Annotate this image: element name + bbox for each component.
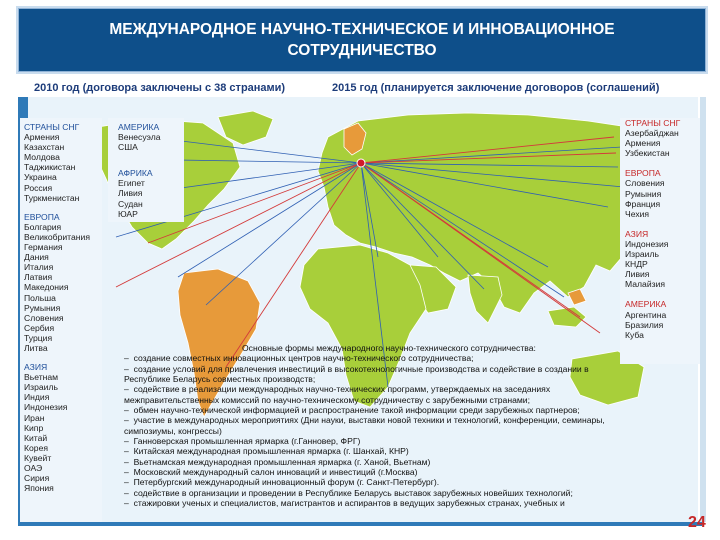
forms-line: – стажировки ученых и специалистов, магистрантов и аспирантов в ведущих зарубежных странах, учебных и [124,498,565,509]
right-item: Индонезия [625,238,669,249]
left-item: Литва [24,342,48,353]
bottom-frame-bar [18,522,702,526]
right-heading-asia: АЗИЯ [625,228,649,239]
right-item: Франция [625,198,661,209]
left-item: Индонезия [24,402,68,413]
title-line-1: МЕЖДУНАРОДНОЕ НАУЧНО-ТЕХНИЧЕСКОЕ И ИННОВАЦИОННОЕ [109,21,615,38]
right-item: Израиль [625,249,659,260]
left-item: Украина [24,172,57,183]
left-item: Молдова [24,152,60,163]
right-item: Бразилия [625,319,664,330]
left-item: Россия [24,182,53,193]
forms-line: – Ганноверская промышленная ярмарка (г.Ганновер, ФРГ) [124,436,361,447]
left-item: Иран [24,412,45,423]
forms-line: – создание совместных инновационных центров научно-технического сотрудничества; [124,353,474,364]
left-item: Таджикистан [24,162,76,173]
left-item: Польша [24,292,56,303]
left-heading-asia: АЗИЯ [24,362,48,373]
mid-item: Венесуэла [118,132,161,143]
forms-line: межправительственных комиссий по научно-техническому сотрудничеству с зарубежными странами; [124,394,530,405]
forms-line: – обмен научно-технической информацией и распространение такой информации среди зарубежных партнеров; [124,405,580,416]
right-item: Азербайджан [625,128,679,139]
right-heading-europe: ЕВРОПА [625,168,661,179]
title-line-2: СОТРУДНИЧЕСТВО [287,42,437,59]
mid-heading-africa: АФРИКА [118,168,153,179]
right-item: Армения [625,138,661,149]
right-item: Узбекистан [625,148,670,159]
forms-line: – Вьетнамская международная промышленная ярмарка (г. Ханой, Вьетнам) [124,456,431,467]
left-item: Италия [24,262,54,273]
left-item: Израиль [24,382,58,393]
left-item: Корея [24,442,48,453]
right-item: Малайзия [625,279,666,290]
cooperation-forms-text [124,343,672,509]
left-item: Япония [24,483,54,494]
left-item: Дания [24,252,49,263]
left-item: Македония [24,282,69,293]
left-item: Турция [24,332,53,343]
right-frame-bar [700,97,706,522]
left-item: Латвия [24,272,53,283]
left-item: Туркменистан [24,192,80,203]
left-heading-cis: СТРАНЫ СНГ [24,122,80,132]
right-item: Чехия [625,208,650,219]
right-item: КНДР [625,259,648,270]
forms-line: – Петербургский международный инновационный форум (г. Санкт-Петербург). [124,477,440,488]
left-item: Великобритания [24,231,90,242]
right-item: Куба [625,329,644,340]
left-item: Германия [24,242,63,253]
forms-line: – Китайская международная промышленная ярмарка (г. Шанхай, КНР) [124,446,409,457]
right-heading-america: АМЕРИКА [625,299,667,310]
left-item: Казахстан [24,142,65,153]
left-item: Армения [24,132,60,143]
left-item: Болгария [24,221,62,232]
right-heading-cis: СТРАНЫ СНГ [625,118,681,128]
right-item: Ливия [625,269,650,280]
left-item: Румыния [24,302,61,313]
subtitle-2015: 2015 год (планируется заключение договоров (соглашений) [332,82,660,94]
mid-item: Египет [118,178,145,189]
forms-line: – содействие в организации и проведении в Республике Беларусь выставок зарубежных новейших технологий; [124,487,573,498]
forms-line: – Московский международный салон инноваций и инвестиций (г.Москва) [124,467,418,478]
list-2015-right [625,118,680,340]
forms-line: – создание условий для привлечения инвестиций в высокотехнологичные производства и содействие в создании в [124,363,589,374]
left-item: Сербия [24,322,55,333]
page-number: 24 [688,514,706,531]
left-item: Кувейт [24,452,52,463]
right-item: Румыния [625,188,662,199]
subtitle-2010: 2010 год (договора заключены с 38 странами) [34,82,286,94]
right-item: Аргентина [625,309,667,320]
list-2010-left [24,122,90,493]
left-heading-europe: ЕВРОПА [24,211,60,222]
right-item: Словения [625,178,665,189]
mid-heading-america: АМЕРИКА [118,122,160,132]
forms-title: Основные формы международного научно-технического сотрудничества: [242,343,536,353]
mid-item: ЮАР [118,208,138,219]
left-item: ОАЭ [24,463,43,473]
mid-item: Судан [118,198,143,209]
list-2010-middle [118,122,161,219]
forms-line: симпозиумы, конгрессы) [124,425,222,436]
forms-line: Республике Беларусь совместных производств; [124,374,316,385]
left-item: Кипр [24,422,44,433]
forms-line: – содействие в реализации международных научно-технических программ, утверждаемых на заседаниях [124,384,551,395]
forms-line: – участие в международных мероприятиях (Дни науки, выставки новой техники и технологий, конференции, семинары, [124,415,605,426]
left-item: Вьетнам [24,372,59,383]
left-item: Словения [24,312,64,323]
left-item: Китай [24,432,48,443]
left-item: Сирия [24,473,50,484]
mid-item: США [118,142,138,153]
mid-item: Ливия [118,188,143,199]
left-item: Индия [24,392,50,403]
belarus-hub-marker [357,159,365,167]
title-banner [18,8,706,72]
